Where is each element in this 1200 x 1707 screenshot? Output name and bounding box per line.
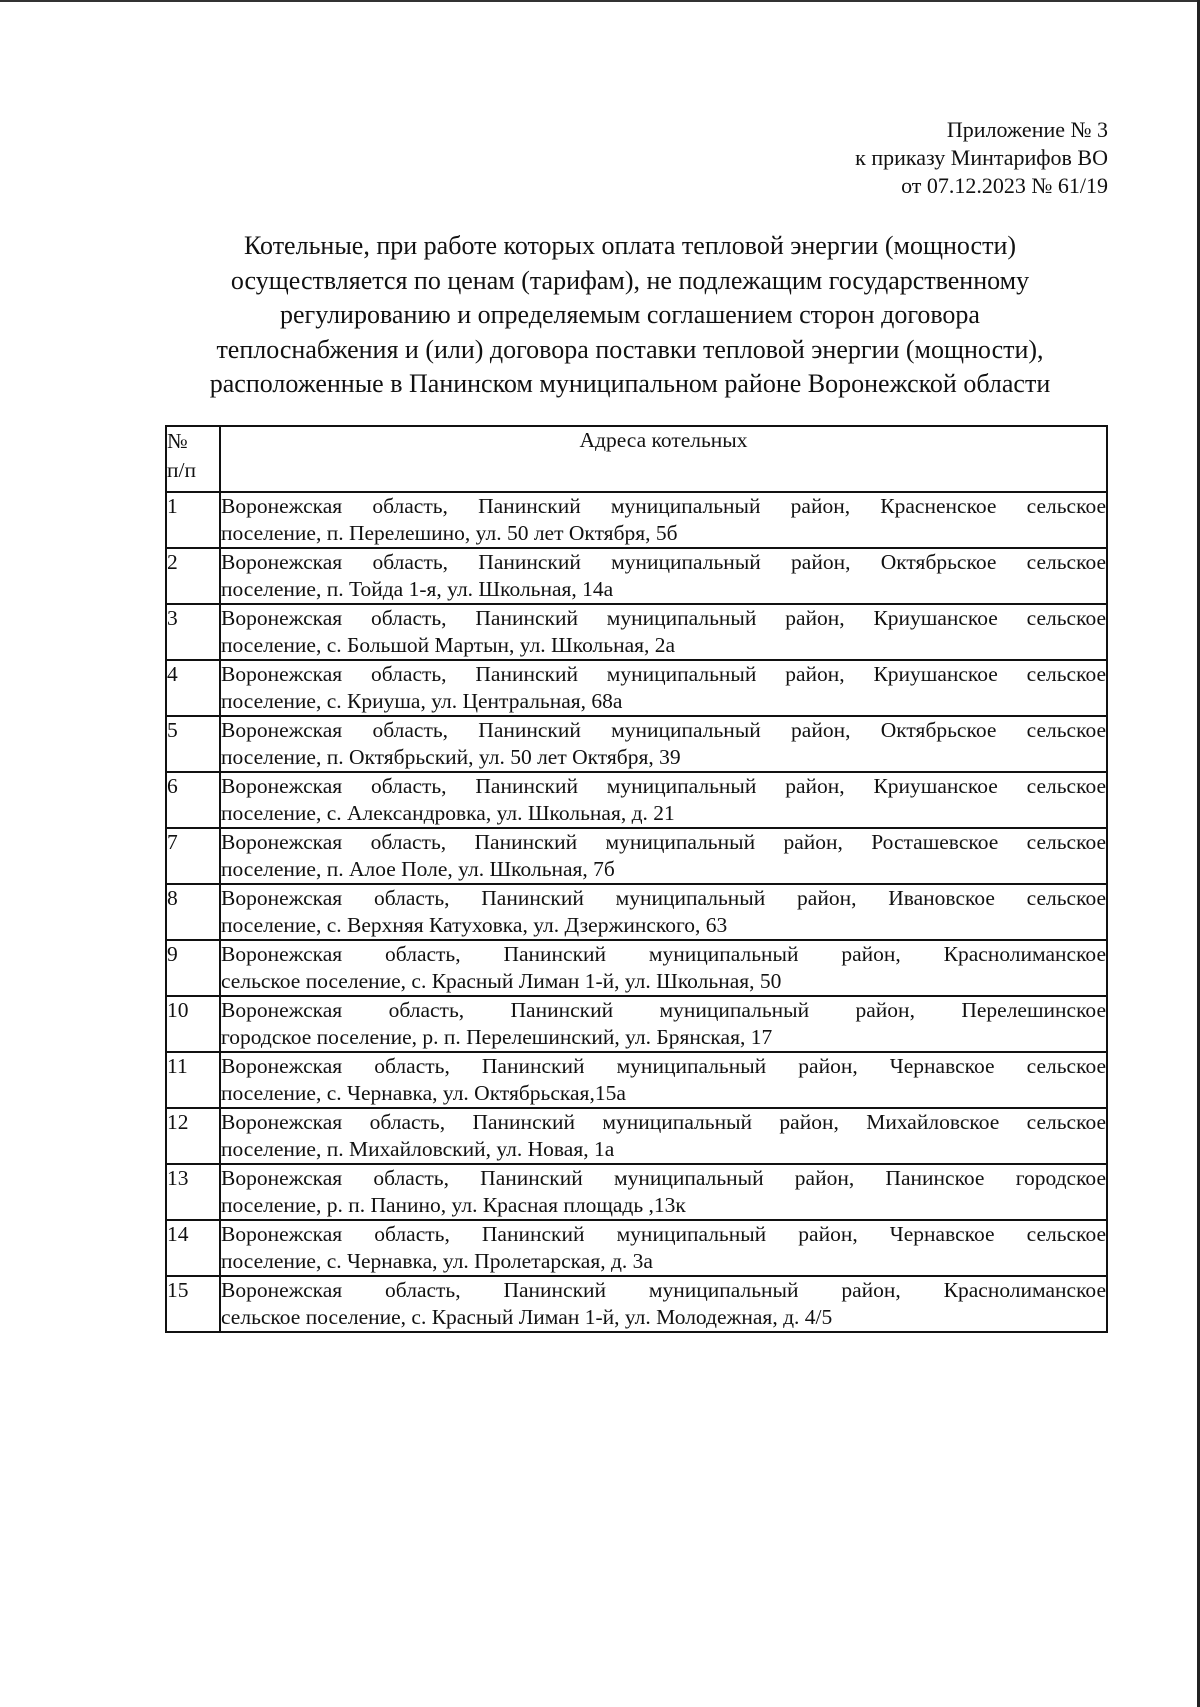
row-address [220,660,1107,716]
address-line-1: Воронежская область, Панинский муниципальный район, Краснолиманское [221,942,1106,966]
appendix-number: Приложение № 3 [946,117,1108,142]
address-line-2: городское поселение, р. п. Перелешинский, ул. Брянская, 17 [221,1025,773,1049]
address-line-2: поселение, р. п. Панино, ул. Красная площадь ,13к [221,1193,686,1217]
table-row [166,884,1107,940]
row-number: 9 [166,940,220,996]
address-line-1: Воронежская область, Панинский муниципальный район, Криушанское сельское [221,606,1106,630]
row-address [220,1220,1107,1276]
address-line-2: сельское поселение, с. Красный Лиман 1-й, ул. Школьная, 50 [221,969,782,993]
table-row [166,1164,1107,1220]
row-address [220,996,1107,1052]
row-number: 1 [166,492,220,548]
row-number: 3 [166,604,220,660]
table-row [166,548,1107,604]
address-line-2: поселение, п. Алое Поле, ул. Школьная, 7б [221,857,615,881]
appendix-note [855,116,1108,200]
table-header-row [166,426,1107,492]
header-number-sign: № [167,429,188,453]
row-number: 14 [166,1220,220,1276]
table-row [166,604,1107,660]
row-address [220,1108,1107,1164]
row-address [220,1276,1107,1332]
row-address [220,884,1107,940]
address-line-1: Воронежская область, Панинский муниципальный район, Ивановское сельское [221,886,1106,910]
table-row [166,1220,1107,1276]
row-number: 12 [166,1108,220,1164]
row-address [220,828,1107,884]
title-line: Котельные, при работе которых оплата тепловой энергии (мощности) [243,231,1017,260]
address-line-2: поселение, п. Перелешино, ул. 50 лет Октября, 5б [221,521,678,545]
address-line-1: Воронежская область, Панинский муниципальный район, Чернавское сельское [221,1054,1106,1078]
row-number: 8 [166,884,220,940]
table-row [166,1052,1107,1108]
address-line-2: поселение, с. Александровка, ул. Школьная, д. 21 [221,801,675,825]
address-line-1: Воронежская область, Панинский муниципальный район, Михайловское сельское [221,1110,1106,1134]
appendix-order-date: от 07.12.2023 № 61/19 [901,173,1108,198]
title-line: теплоснабжения и (или) договора поставки тепловой энергии (мощности), [216,334,1044,364]
row-number: 10 [166,996,220,1052]
row-address [220,940,1107,996]
address-line-1: Воронежская область, Панинский муниципальный район, Красненское сельское [221,494,1106,518]
row-address [220,1052,1107,1108]
address-line-1: Воронежская область, Панинский муниципальный район, Октябрьское сельское [221,718,1106,742]
address-line-1: Воронежская область, Панинский муниципальный район, Октябрьское сельское [221,550,1106,574]
address-line-1: Воронежская область, Панинский муниципальный район, Росташевское сельское [221,830,1106,854]
header-number-cell [166,426,220,492]
document-title [150,229,1110,402]
table-row [166,940,1107,996]
table-body [166,492,1107,1332]
row-number: 6 [166,772,220,828]
table-row [166,716,1107,772]
address-line-2: поселение, п. Октябрьский, ул. 50 лет Октября, 39 [221,745,681,769]
address-line-2: поселение, с. Большой Мартын, ул. Школьная, 2а [221,633,676,657]
address-line-1: Воронежская область, Панинский муниципальный район, Чернавское сельское [221,1222,1106,1246]
table-row [166,1276,1107,1332]
address-line-2: поселение, с. Чернавка, ул. Октябрьская,15а [221,1081,626,1105]
row-address [220,772,1107,828]
table-row [166,1108,1107,1164]
row-number: 11 [166,1052,220,1108]
address-line-2: поселение, с. Верхняя Катуховка, ул. Дзержинского, 63 [221,913,728,937]
title-line: расположенные в Панинском муниципальном районе Воронежской области [209,369,1051,398]
header-address-cell: Адреса котельных [220,426,1107,492]
address-line-1: Воронежская область, Панинский муниципальный район, Краснолиманское [221,1278,1106,1302]
row-number: 2 [166,548,220,604]
boiler-address-table [165,425,1108,1333]
header-number-abbr: п/п [167,458,196,482]
row-address [220,1164,1107,1220]
row-address [220,548,1107,604]
row-number: 4 [166,660,220,716]
table-row [166,660,1107,716]
table-row [166,772,1107,828]
appendix-order-reference: к приказу Минтарифов ВО [855,145,1108,170]
address-line-1: Воронежская область, Панинский муниципальный район, Криушанское сельское [221,662,1106,686]
address-line-2: сельское поселение, с. Красный Лиман 1-й, ул. Молодежная, д. 4/5 [221,1305,833,1329]
address-line-1: Воронежская область, Панинский муниципальный район, Перелешинское [221,998,1106,1022]
address-line-2: поселение, с. Криуша, ул. Центральная, 68а [221,689,623,713]
row-number: 13 [166,1164,220,1220]
address-line-2: поселение, п. Тойда 1-я, ул. Школьная, 14а [221,577,614,601]
table-row [166,828,1107,884]
address-line-2: поселение, с. Чернавка, ул. Пролетарская, д. 3а [221,1249,653,1273]
title-line: осуществляется по ценам (тарифам), не подлежащим государственному [230,265,1030,295]
table-row [166,996,1107,1052]
row-number: 15 [166,1276,220,1332]
row-address [220,604,1107,660]
address-line-1: Воронежская область, Панинский муниципальный район, Криушанское сельское [221,774,1106,798]
row-number: 7 [166,828,220,884]
table-row [166,492,1107,548]
row-address [220,492,1107,548]
address-line-2: поселение, п. Михайловский, ул. Новая, 1а [221,1137,615,1161]
title-line: регулированию и определяемым соглашением сторон договора [280,300,980,329]
row-address [220,716,1107,772]
address-line-1: Воронежская область, Панинский муниципальный район, Панинское городское [221,1166,1106,1190]
row-number: 5 [166,716,220,772]
